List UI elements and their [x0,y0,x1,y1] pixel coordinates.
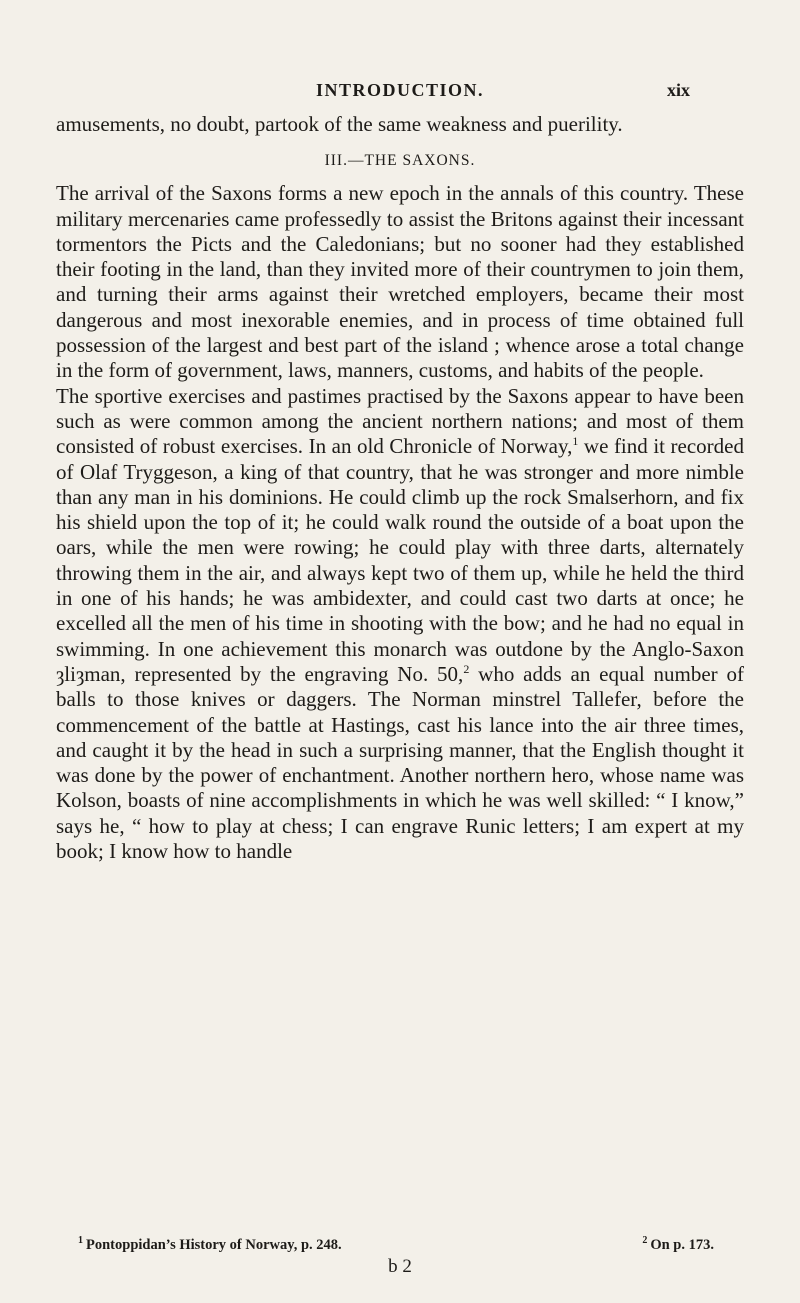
footnote-1 [78,1236,342,1254]
section-heading: III.—THE SAXONS. [324,152,476,170]
running-head [0,80,800,104]
footnote-mark-1: 1 [78,1235,83,1247]
footnote-2 [642,1236,714,1254]
page-number: xix [666,80,690,100]
footnote-ref-2: 2 [463,661,470,676]
signature-mark: b 2 [388,1256,412,1277]
paragraph-saxon-pastimes [56,384,744,865]
running-title: INTRODUCTION. [315,80,485,100]
paragraph-saxons-arrival: The arrival of the Saxons forms a new epoch in the annals of this country. These military mercenaries came professedly to assist the Britons against their incessant tormentors the Picts and the Caledonians; but no sooner had they established their footing in the land, than they invited more of their countrymen to join them, and turning their arms against their wretched employers, became their most dangerous and most inexorable enemies, and in process of time obtained full possession of the largest and best part of the island ; whence arose a total change in the form of government, laws, manners, customs, and habits of the people. [56,181,744,383]
footnote-text-1: Pontoppidan’s History of Norway, p. 248. [86,1237,342,1253]
footnote-text-2: On p. 173. [650,1237,714,1253]
paragraph-continuation: amusements, no doubt, partook of the same weakness and puerility. [56,112,623,136]
paragraph-text-2: we find it recorded of Olaf Tryggeson, a king of that country, that he was stronger and more nimble than any man in his dominions. He could climb up the rock Smalserhorn, and fix his shield upon the top of it; he could walk round the outside of a boat upon the oars, while the men were rowing; he could play with three darts, alternately throwing them in the air, and always kept two of them up, while he held the third in one of his hands; he was ambidexter, and could cast two darts at once; he excelled all the men of his time in shooting with the bow; and he had no equal in swimming. In one achievement this monarch was outdone by the Anglo-Saxon ȝliȝman, represented by the engraving No. 50, [56,434,744,686]
paragraph-text-1: The sportive exercises and pastimes practised by the Saxons appear to have been such as were common among the ancient northern nations; and most of them consisted of robust exercises. In an old Chronicle of Norway, [56,383,744,459]
footnote-mark-2: 2 [642,1235,648,1247]
paragraph-text-3: who adds an equal number of balls to those knives or daggers. The Norman minstrel Tallefer, before the commencement of the battle at Hastings, cast his lance into the air three times, and caught it by the head in such a surprising manner, that the English thought it was done by the power of enchantment. Another northern hero, whose name was Kolson, boasts of nine accomplishments in which he was well skilled: “ I know,” says he, “ how to play at chess; I can engrave Runic letters; I am expert at my book; I know how to handle [56,661,744,864]
body-text [56,112,744,864]
footnote-ref-1: 1 [572,434,579,449]
